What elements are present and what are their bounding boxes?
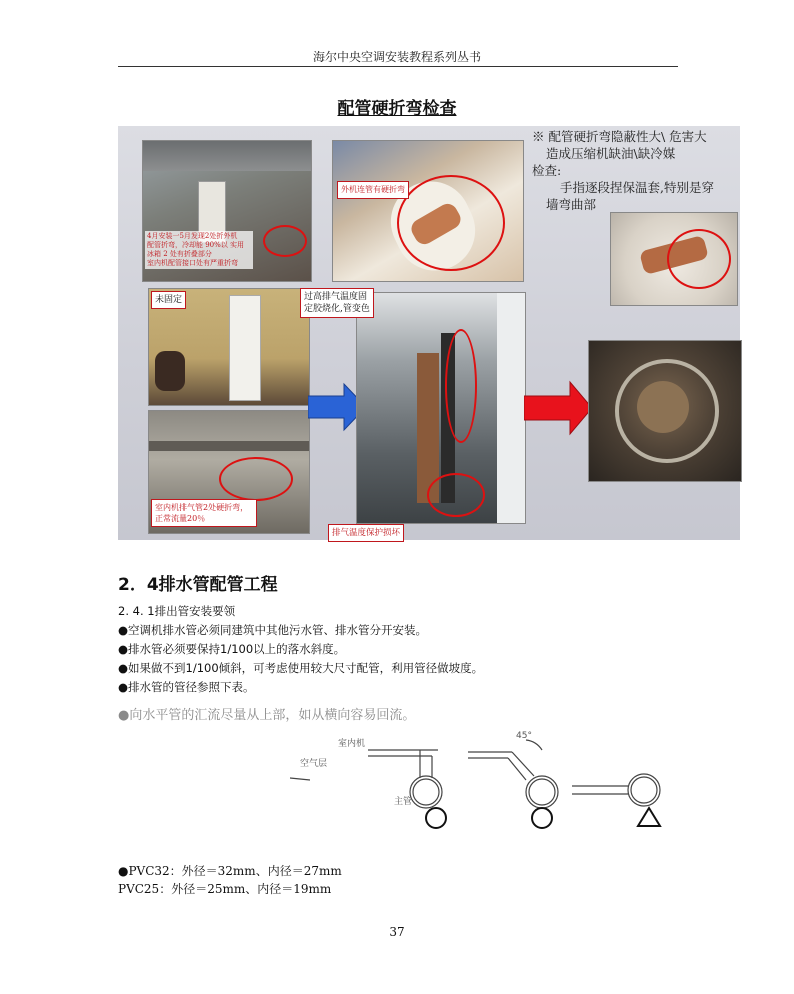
photo-compressor-pipes	[356, 292, 526, 524]
photo-indoor-exhaust-pipe	[148, 410, 310, 534]
running-header: 海尔中央空调安装教程系列丛书	[312, 50, 481, 64]
callout-indoor-bend: 室内机排气管2处硬折弯，正常流量20％	[151, 499, 257, 527]
callout-install-note: 4月安装一5月发现2处折外机 配管折弯，冷却能 90%以 实用 冰箱 2 处有折叠部分 室内机配管接口处有严重折弯	[145, 231, 253, 269]
callout-outdoor-bend: 外机连管有硬折弯	[337, 181, 409, 199]
bullet-larger-pipe: ●如果做不到1/100倾斜，可考虑使用较大尺寸配管，利用管径做坡度。	[118, 661, 484, 675]
header-rule	[118, 66, 678, 67]
subsection-title: 2. 4. 1排出管安装要领	[118, 604, 236, 618]
label-angle: 45°	[516, 731, 532, 741]
callout-overheat: 过高排气温度固定胶烧化,管变色	[300, 288, 374, 318]
bullet-slope: ●排水管必须要保持1/100以上的落水斜度。	[118, 642, 346, 656]
drain-junction-note: ●向水平管的汇流尽量从上部，如从横向容易回流。	[118, 708, 416, 723]
bullet-pipe-diameter: ●排水管的管径参照下表。	[118, 680, 255, 694]
red-arrow-icon	[524, 380, 594, 436]
pvc32-spec: ●PVC32：外径＝32mm、内径＝27mm	[118, 864, 342, 878]
callout-unfixed: 未固定	[151, 291, 186, 309]
slide-title: 配管硬折弯检查	[337, 99, 457, 119]
label-indoor-unit: 室内机	[338, 739, 366, 749]
photo-copper-pipe	[610, 212, 738, 306]
photo-indoor-unit	[148, 288, 310, 406]
bullet-separate-install: ●空调机排水管必须同建筑中其他污水管、排水管分开安装。	[118, 623, 428, 637]
label-main-pipe: 主管	[394, 797, 413, 807]
page-number: 37	[389, 925, 405, 939]
photo-burned-compressor	[588, 340, 742, 482]
photo-outdoor-unit	[142, 140, 312, 282]
label-air-layer: 空气层	[300, 759, 328, 769]
callout-sensor-damage: 排气温度保护损坏	[328, 524, 404, 542]
inspection-slide	[118, 126, 740, 540]
photo-insulation-squeeze	[332, 140, 524, 282]
drain-junction-diagram	[290, 730, 690, 840]
section-heading: 2．4排水管配管工程	[118, 575, 278, 595]
pvc25-spec: PVC25：外径＝25mm、内径＝19mm	[118, 882, 332, 896]
check-note: ※ 配管硬折弯隐蔽性大\ 危害大 造成压缩机缺油\缺冷媒 检查: 手指逐段捏保温套,特别是穿 墙弯曲部	[532, 129, 714, 212]
